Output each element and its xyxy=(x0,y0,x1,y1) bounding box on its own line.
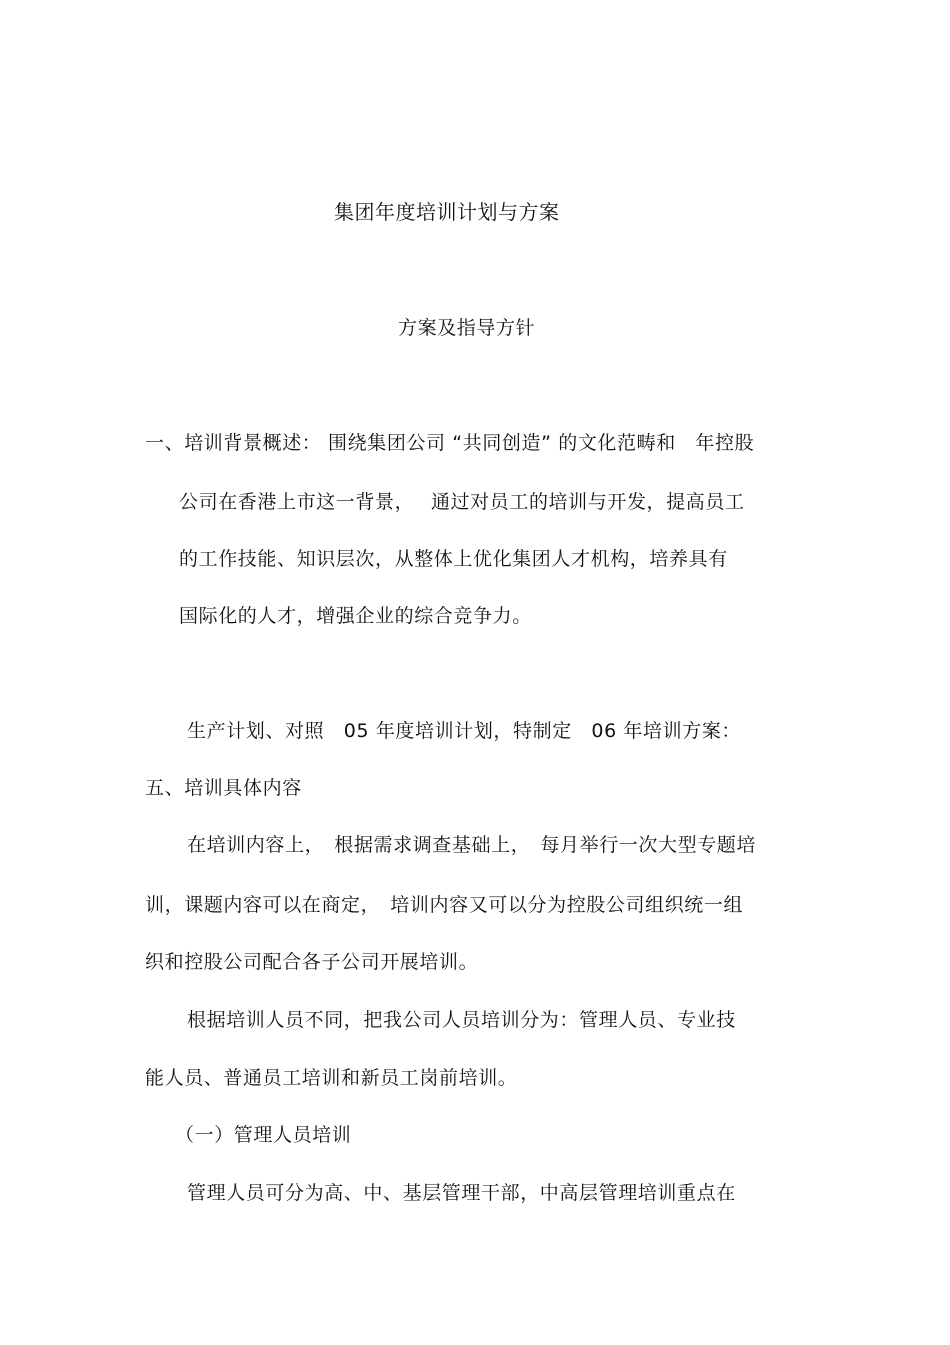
section-heading: 方案及指导方针 xyxy=(398,317,536,339)
document-title: 集团年度培训计划与方案 xyxy=(334,200,560,224)
paragraph-line: 能人员、普通员工培训和新员工岗前培训。 xyxy=(145,1067,518,1089)
paragraph-line: 在培训内容上， 根据需求调查基础上， 每月举行一次大型专题培 xyxy=(187,834,757,856)
paragraph-line: 的工作技能、知识层次，从整体上优化集团人才机构，培养具有 xyxy=(179,548,728,570)
subsection-heading: （一）管理人员培训 xyxy=(175,1124,352,1146)
section-heading: 五、培训具体内容 xyxy=(145,777,302,799)
paragraph-line: 训，课题内容可以在商定， 培训内容又可以分为控股公司组织统一组 xyxy=(145,894,744,916)
paragraph-line: 织和控股公司配合各子公司开展培训。 xyxy=(145,951,479,973)
paragraph-line: 国际化的人才，增强企业的综合竞争力。 xyxy=(179,605,532,627)
paragraph-line: 公司在香港上市这一背景， 通过对员工的培训与开发，提高员工 xyxy=(179,491,745,513)
paragraph-line: 一、培训背景概述： 围绕集团公司 “共同创造” 的文化范畴和 年控股 xyxy=(145,432,755,454)
paragraph-line: 管理人员可分为高、中、基层管理干部，中高层管理培训重点在 xyxy=(187,1182,736,1204)
paragraph-line: 生产计划、对照 05 年度培训计划，特制定 06 年培训方案： xyxy=(187,720,742,742)
paragraph-line: 根据培训人员不同，把我公司人员培训分为：管理人员、专业技 xyxy=(187,1009,736,1031)
